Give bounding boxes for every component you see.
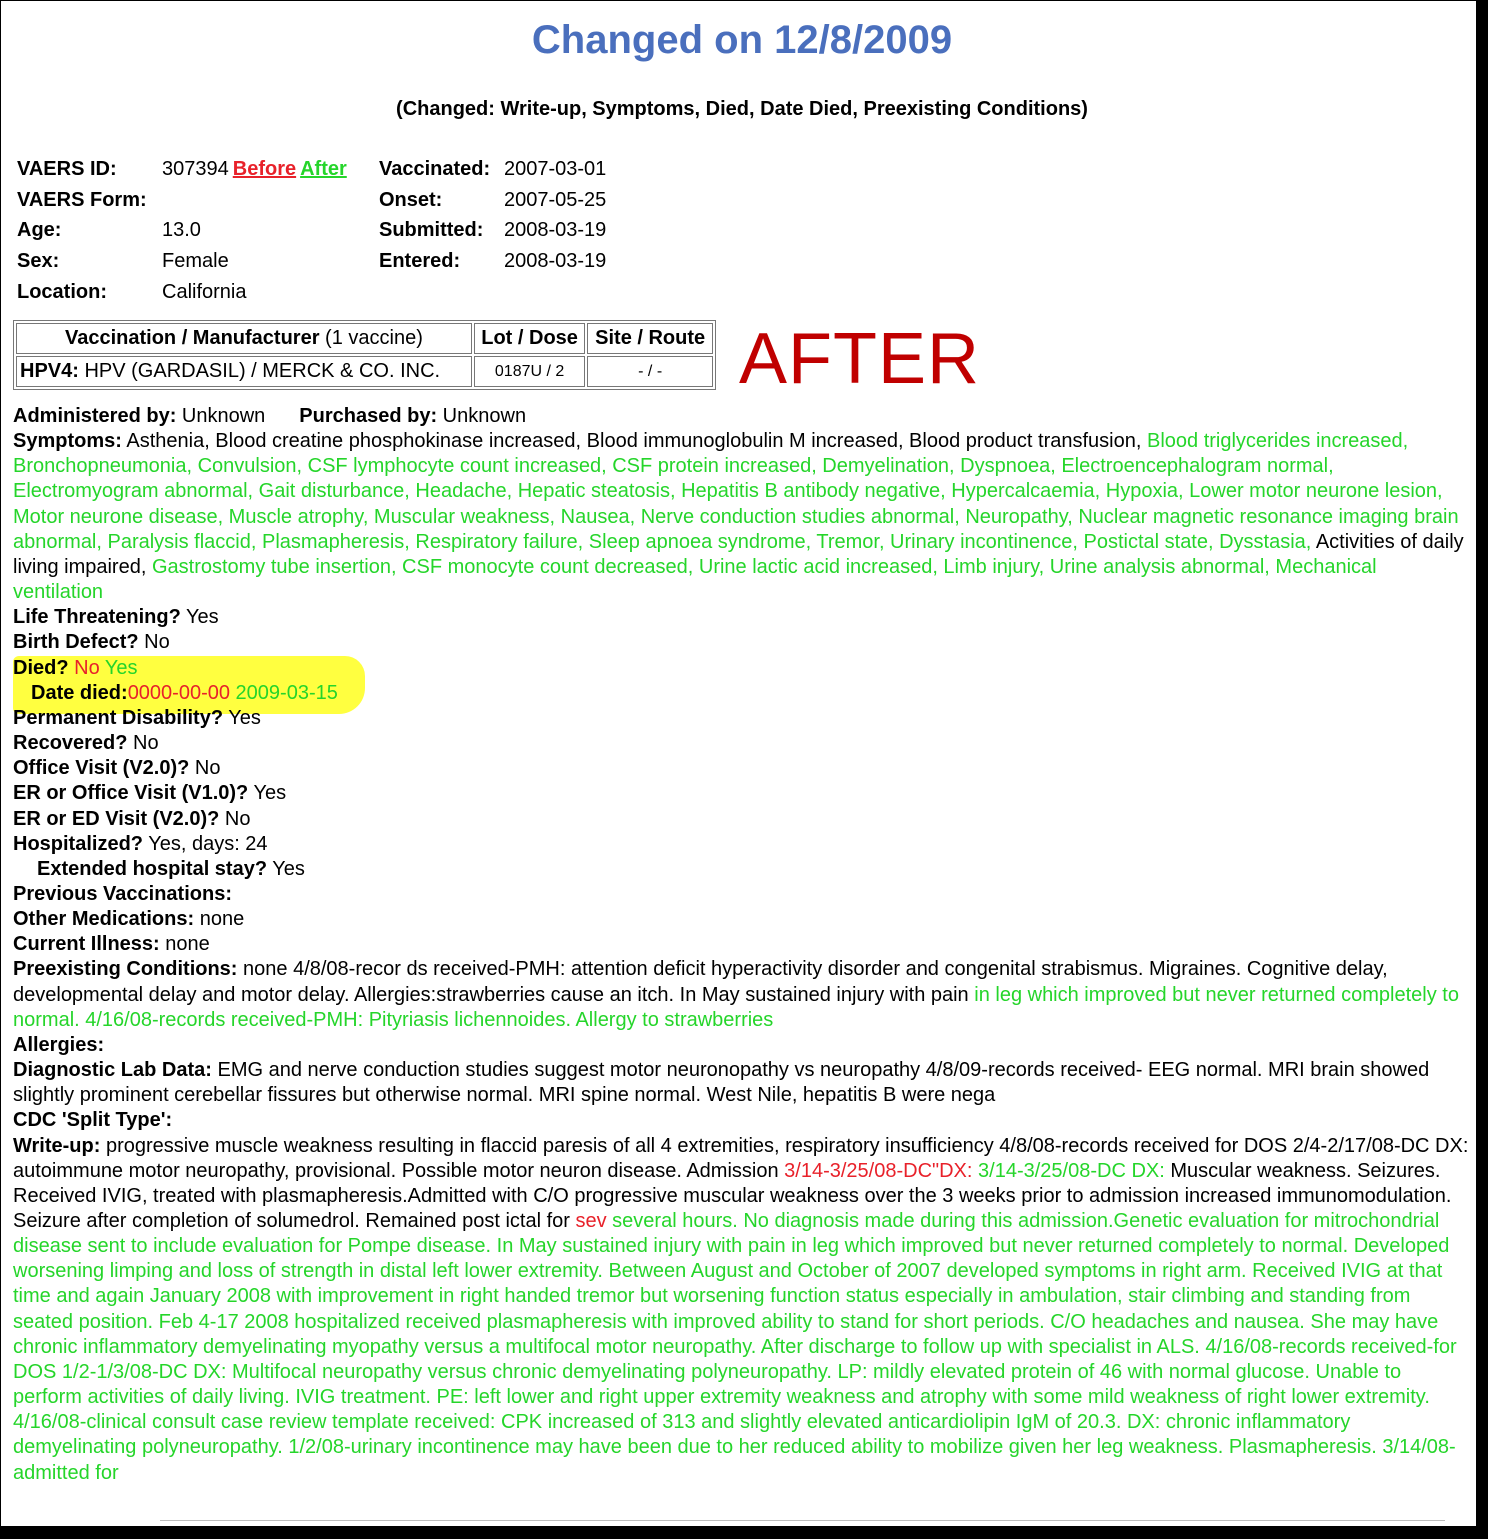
- meta-label: Onset:: [379, 188, 443, 211]
- lot-header: Lot / Dose: [474, 323, 585, 354]
- vaccine-table: [13, 320, 716, 390]
- administered-line: Administered by: Unknown Purchased by: Unknown: [13, 405, 527, 427]
- page-title: Changed on 12/8/2009: [531, 18, 953, 62]
- submitted-row: [379, 215, 606, 246]
- vaers-form-row: [17, 185, 347, 216]
- entered-row: [379, 246, 606, 277]
- write-up: Write-up: progressive muscle weakness resulting in flaccid paresis of all 4 extremities, respiratory insufficiency 4/8/08-records received for DOS 2/4-2/17/08-DC DX: autoimmune motor neuropathy, provisional. Possible motor neuron disease. Admission 3/14-3/25/08-DC"DX: 3/14-3/25/08-DC DX: Muscular weakness. Seizures. Received IVIG, treated with plasmapheresis.Admitted with C/O progressive muscular weakness over the 3 weeks prior to admission increased immunomodulation. Seizure after completion of solumedrol. Remained post ictal for sev several hours. No diagnosis made during this admission.Genetic evaluation for mitrochondrial disease sent to include evaluation for Pompe disease. In May sustained injury with pain in leg which improved but never returned completely to normal. Developed worsening limping and loss of strength in distal left lower extremity. Between August and October of 2007 developed symptoms in right arm. Received IVIG at that time and again January 2008 with improvement in right handed tremor but worsening function status especially in ambulation, stair climbing and standing from seated position. Feb 4-17 2008 hospitalized received plasmapheresis with improved ability to stand for short periods. C/O headaches and nausea. She may have chronic inflammatory demyelinating myopathy versus a multifocal motor neuropathy. After discharge to follow up with specialist in ALS. 4/16/08-records received-for DOS 1/2-1/3/08-DC DX: Multifocal neuropathy versus chronic demyelinating polyneuropathy. LP: mildly elevated protein of 46 with normal glucose. Unable to perform activities of daily living. IVIG treatment. PE: left lower and right upper extremity weakness and atrophy with some mild weakness of right lower extremity. 4/16/08-clinical consult case review template received: CPK increased of 313 and slightly elevated anticardiolipin IgM of 20.3. DX: chronic inflammatory demyelinating polyneuropathy. 1/2/08-urinary incontinence may have been due to her reduced ability to mobilize given her leg weakness. Plasmapheresis. 3/14/08-admitted for: [13, 1134, 1469, 1484]
- er-ed-visit-v2: ER or ED Visit (V2.0)? No: [13, 807, 251, 830]
- meta-value: California: [162, 280, 247, 303]
- before-link[interactable]: Before: [232, 158, 297, 180]
- site-cell: - / -: [587, 356, 713, 387]
- symptoms: Symptoms: Asthenia, Blood creatine phosphokinase increased, Blood immunoglobulin M increased, Blood product transfusion, Blood triglycerides increased, Bronchopneumonia, Convulsion, CSF lymphocyte count increased, CSF protein increased, Demyelination, Dyspnoea, Electroencephalogram normal, Electromyogram abnormal, Gait disturbance, Headache, Hepatic steatosis, Hepatitis B antibody negative, Hypercalcaemia, Hypoxia, Lower motor neurone lesion, Motor neurone disease, Muscle atrophy, Muscular weakness, Nausea, Nerve conduction studies abnormal, Neuropathy, Nuclear magnetic resonance imaging brain abnormal, Paralysis flaccid, Plasmapheresis, Respiratory failure, Sleep apnoea syndrome, Tremor, Urinary incontinence, Postictal state, Dysstasia, Activities of daily living impaired, Gastrostomy tube insertion, CSF monocyte count decreased, Urine lactic acid increased, Limb injury, Urine analysis abnormal, Mechanical ventilation: [13, 430, 1464, 604]
- meta-value: 13.0: [162, 219, 201, 242]
- previous-vaccinations: Previous Vaccinations:: [13, 882, 232, 905]
- location-row: [17, 277, 347, 308]
- after-stamp: AFTER: [739, 319, 981, 399]
- extended-stay: Extended hospital stay? Yes: [37, 857, 305, 880]
- age-row: [17, 215, 347, 246]
- frame-edge-right: [1476, 0, 1488, 1539]
- meta-label: Age:: [17, 219, 62, 242]
- meta-left: [17, 154, 347, 308]
- onset-row: [379, 185, 606, 216]
- permanent-disability: Permanent Disability? Yes: [13, 706, 261, 729]
- bottom-divider: [160, 1520, 1445, 1521]
- other-medications: Other Medications: none: [13, 908, 245, 931]
- vaccination-header: Vaccination / Manufacturer (1 vaccine): [16, 323, 472, 354]
- date-died: Date died:0000-00-00 2009-03-15: [31, 681, 338, 704]
- meta-label: Vaccinated:: [379, 158, 491, 180]
- vaccine-name-cell: HPV4: HPV (GARDASIL) / MERCK & CO. INC.: [16, 356, 472, 387]
- meta-value: 2007-03-01: [504, 158, 607, 180]
- meta-value: 2007-05-25: [504, 188, 607, 211]
- life-threatening: Life Threatening? Yes: [13, 606, 219, 629]
- vaccinated-row: [379, 154, 606, 185]
- vaers-id-row: [17, 154, 347, 185]
- meta-value: Female: [162, 250, 229, 273]
- meta-value: 2008-03-19: [504, 219, 607, 242]
- meta-value: 2008-03-19: [504, 250, 607, 273]
- sex-row: [17, 246, 347, 277]
- vaers-id-value: 307394: [162, 158, 229, 180]
- site-header: Site / Route: [587, 323, 713, 354]
- meta-label: VAERS ID:: [17, 158, 117, 180]
- current-illness: Current Illness: none: [13, 933, 210, 956]
- preexisting-conditions: Preexisting Conditions: none 4/8/08-recor ds received-PMH: attention deficit hyperactivity disorder and congenital strabismus. Migraines. Cognitive delay, developmental delay and motor delay. Allergies:strawberries cause an itch. In May sustained injury with pain in leg which improved but never returned completely to normal. 4/16/08-records received-PMH: Pityriasis lichennoides. Allergy to strawberries: [13, 958, 1459, 1031]
- recovered: Recovered? No: [13, 732, 159, 755]
- meta-label: Submitted:: [379, 219, 484, 242]
- meta-right: [379, 154, 606, 277]
- frame-edge-bottom: [0, 1526, 1488, 1539]
- meta-label: Location:: [17, 280, 107, 303]
- lot-cell: 0187U / 2: [474, 356, 585, 387]
- meta-label: Sex:: [17, 250, 60, 273]
- office-visit-v2: Office Visit (V2.0)? No: [13, 757, 221, 780]
- allergies: Allergies:: [13, 1033, 105, 1056]
- meta-label: VAERS Form:: [17, 188, 147, 211]
- after-link[interactable]: After: [300, 158, 347, 180]
- er-office-visit-v1: ER or Office Visit (V1.0)? Yes: [13, 782, 287, 805]
- cdc-split-type: CDC 'Split Type':: [13, 1109, 173, 1132]
- report-body: [13, 404, 1471, 1486]
- died: Died? No Yes: [13, 656, 138, 679]
- vaccine-table-header: [16, 323, 713, 354]
- changed-fields-subtitle: (Changed: Write-up, Symptoms, Died, Date Died, Preexisting Conditions): [396, 98, 1088, 120]
- hospitalized: Hospitalized? Yes, days: 24: [13, 832, 268, 855]
- birth-defect: Birth Defect? No: [13, 631, 170, 654]
- vaccine-row: [16, 356, 713, 387]
- diagnostic-lab-data: Diagnostic Lab Data: EMG and nerve conduction studies suggest motor neuronopathy vs neuropathy 4/8/09-records received- EEG normal. MRI brain showed slightly prominent cerebellar fissures but otherwise normal. MRI spine normal. West Nile, hepatitis B were nega: [13, 1059, 1430, 1107]
- meta-label: Entered:: [379, 250, 461, 273]
